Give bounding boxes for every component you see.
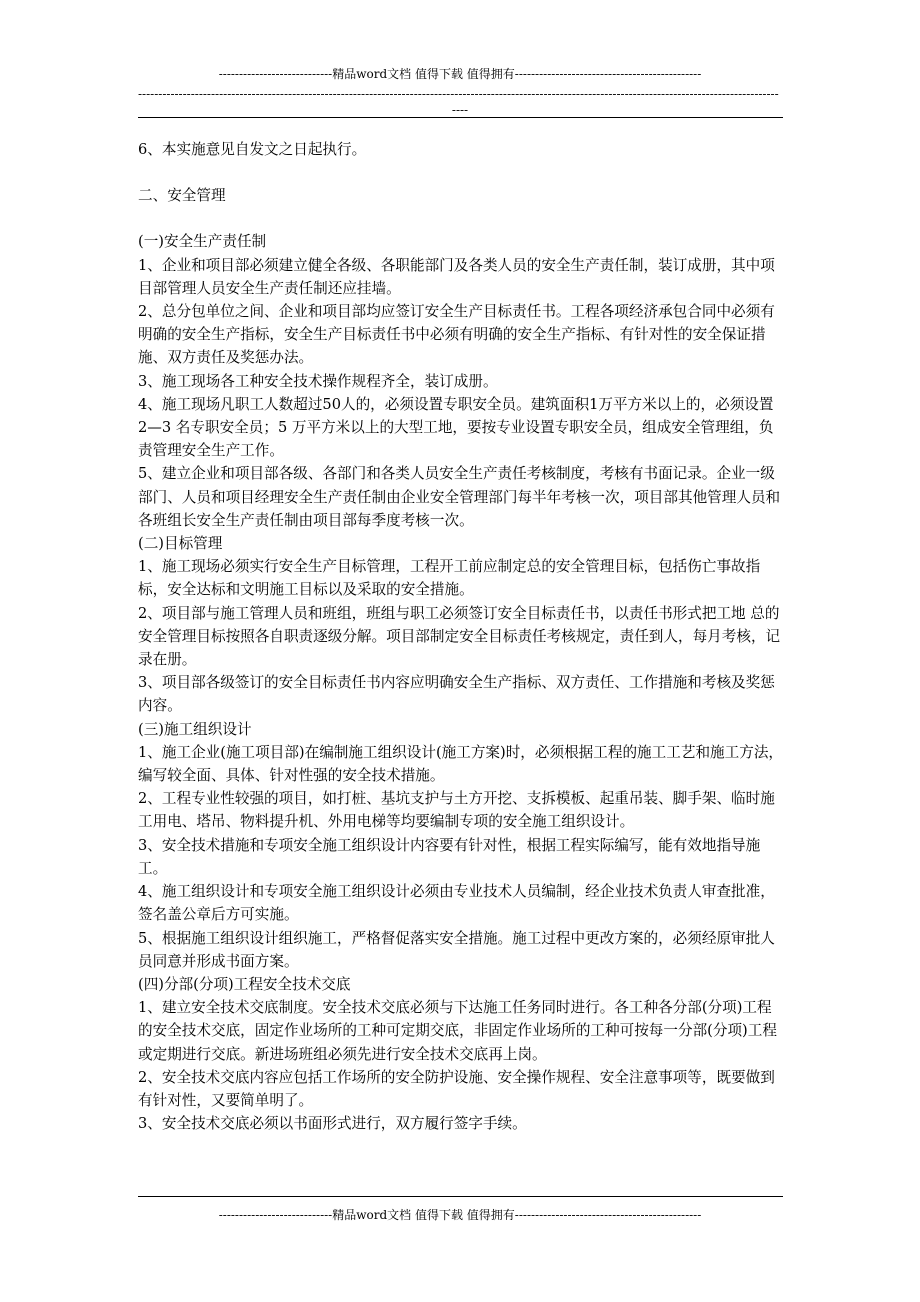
paragraph: 1、企业和项目部必须建立健全各级、各职能部门及各类人员的安全生产责任制，装订成册，其中项目部管理人员安全生产责任制还应挂墙。 <box>138 256 775 297</box>
paragraph: 3、安全技术措施和专项安全施工组织设计内容要有针对性，根据工程实际编写，能有效地指导施工。 <box>138 836 761 877</box>
paragraph: 5、根据施工组织设计组织施工，严格督促落实安全措施。施工过程中更改方案的，必须经原审批人员同意并形成书面方案。 <box>138 929 775 970</box>
paragraph: 3、施工现场各工种安全技术操作规程齐全，装订成册。 <box>138 372 498 390</box>
subsection-heading-responsibility: (一)安全生产责任制 <box>138 233 267 251</box>
paragraph: 2、总分包单位之间、企业和项目部均应签订安全生产目标责任书。工程各项经济承包合同中必须有明确的安全生产指标，安全生产目标责任书中必须有明确的安全生产指标、有针对性的安全保证措施、双方责任及奖惩办法。 <box>138 303 775 367</box>
paragraph: 3、安全技术交底必须以书面形式进行，双方履行签字手续。 <box>138 1115 527 1133</box>
paragraph: 2、项目部与施工管理人员和班组，班组与职工必须签订安全目标责任书，以责任书形式把工地 总的安全管理目标按照各自职责逐级分解。项目部制定安全目标责任考核规定，责任到人，每月考核，记录在册。 <box>138 604 781 669</box>
subsection-heading-technical-briefing: (四)分部(分项)工程安全技术交底 <box>138 975 351 993</box>
clause-6-effective-date: 6、本实施意见自发文之日起执行。 <box>138 141 367 158</box>
header-dash-line: -------------------------------------------------------------------------------------------------------------------------------------------------------------- <box>138 87 779 101</box>
paragraph: 1、建立安全技术交底制度。安全技术交底必须与下达施工任务同时进行。各工种各分部(分项)工程的安全技术交底，固定作业场所的工种可定期交底，非固定作业场所的工种可按每一分部(分项)工程或定期进行交底。新进场班组必须先进行安全技术交底再上岗。 <box>138 999 777 1063</box>
subsection-heading-construction-design: (三)施工组织设计 <box>138 720 252 738</box>
paragraph: 2、工程专业性较强的项目，如打桩、基坑支护与土方开挖、支拆模板、起重吊装、脚手架、临时施工用电、塔吊、物料提升机、外用电梯等均要编制专项的安全施工组织设计。 <box>138 790 775 831</box>
header-banner: ----------------------------精品word文档 值得下载 值得拥有---------------------------------------------- <box>218 67 702 81</box>
section-heading-safety-management: 二、安全管理 <box>138 187 226 205</box>
spacer <box>138 161 784 184</box>
footer-rule <box>138 1196 783 1197</box>
paragraph: 4、施工现场凡职工人数超过50人的，必须设置专职安全员。建筑面积1万平方米以上的，必须设置 2—3 名专职安全员；5 万平方米以上的大型工地，要按专业设置专职安全员，组成安全管理组，负责管理安全生产工作。 <box>138 395 774 460</box>
document-body <box>138 138 784 1135</box>
paragraph: 1、施工企业(施工项目部)在编制施工组织设计(施工方案)时，必须根据工程的施工工艺和施工方法，编写较全面、具体、针对性强的安全技术措施。 <box>138 743 784 785</box>
spacer <box>138 207 784 230</box>
paragraph: 4、施工组织设计和专项安全施工组织设计必须由专业技术人员编制，经企业技术负责人审查批准，签名盖公章后方可实施。 <box>138 883 775 924</box>
paragraph: 2、安全技术交底内容应包括工作场所的安全防护设施、安全操作规程、安全注意事项等，既要做到有针对性，又要简单明了。 <box>138 1068 775 1109</box>
paragraph: 1、施工现场必须实行安全生产目标管理，工程开工前应制定总的安全管理目标，包括伤亡事故指标，安全达标和文明施工目标以及采取的安全措施。 <box>138 558 761 599</box>
header-dash-tail: ---- <box>451 103 469 117</box>
paragraph: 5、建立企业和项目部各级、各部门和各类人员安全生产责任考核制度，考核有书面记录。企业一级部门、人员和项目经理安全生产责任制由企业安全管理部门每半年考核一次，项目部其他管理人员和各班组长安全生产责任制由项目部每季度考核一次。 <box>138 465 781 529</box>
subsection-heading-target-management: (二)目标管理 <box>138 535 223 553</box>
header-rule <box>138 117 783 118</box>
footer-banner: ----------------------------精品word文档 值得下载 值得拥有---------------------------------------------- <box>218 1208 702 1222</box>
paragraph: 3、项目部各级签订的安全目标责任书内容应明确安全生产指标、双方责任、工作措施和考核及奖惩内容。 <box>138 674 775 715</box>
